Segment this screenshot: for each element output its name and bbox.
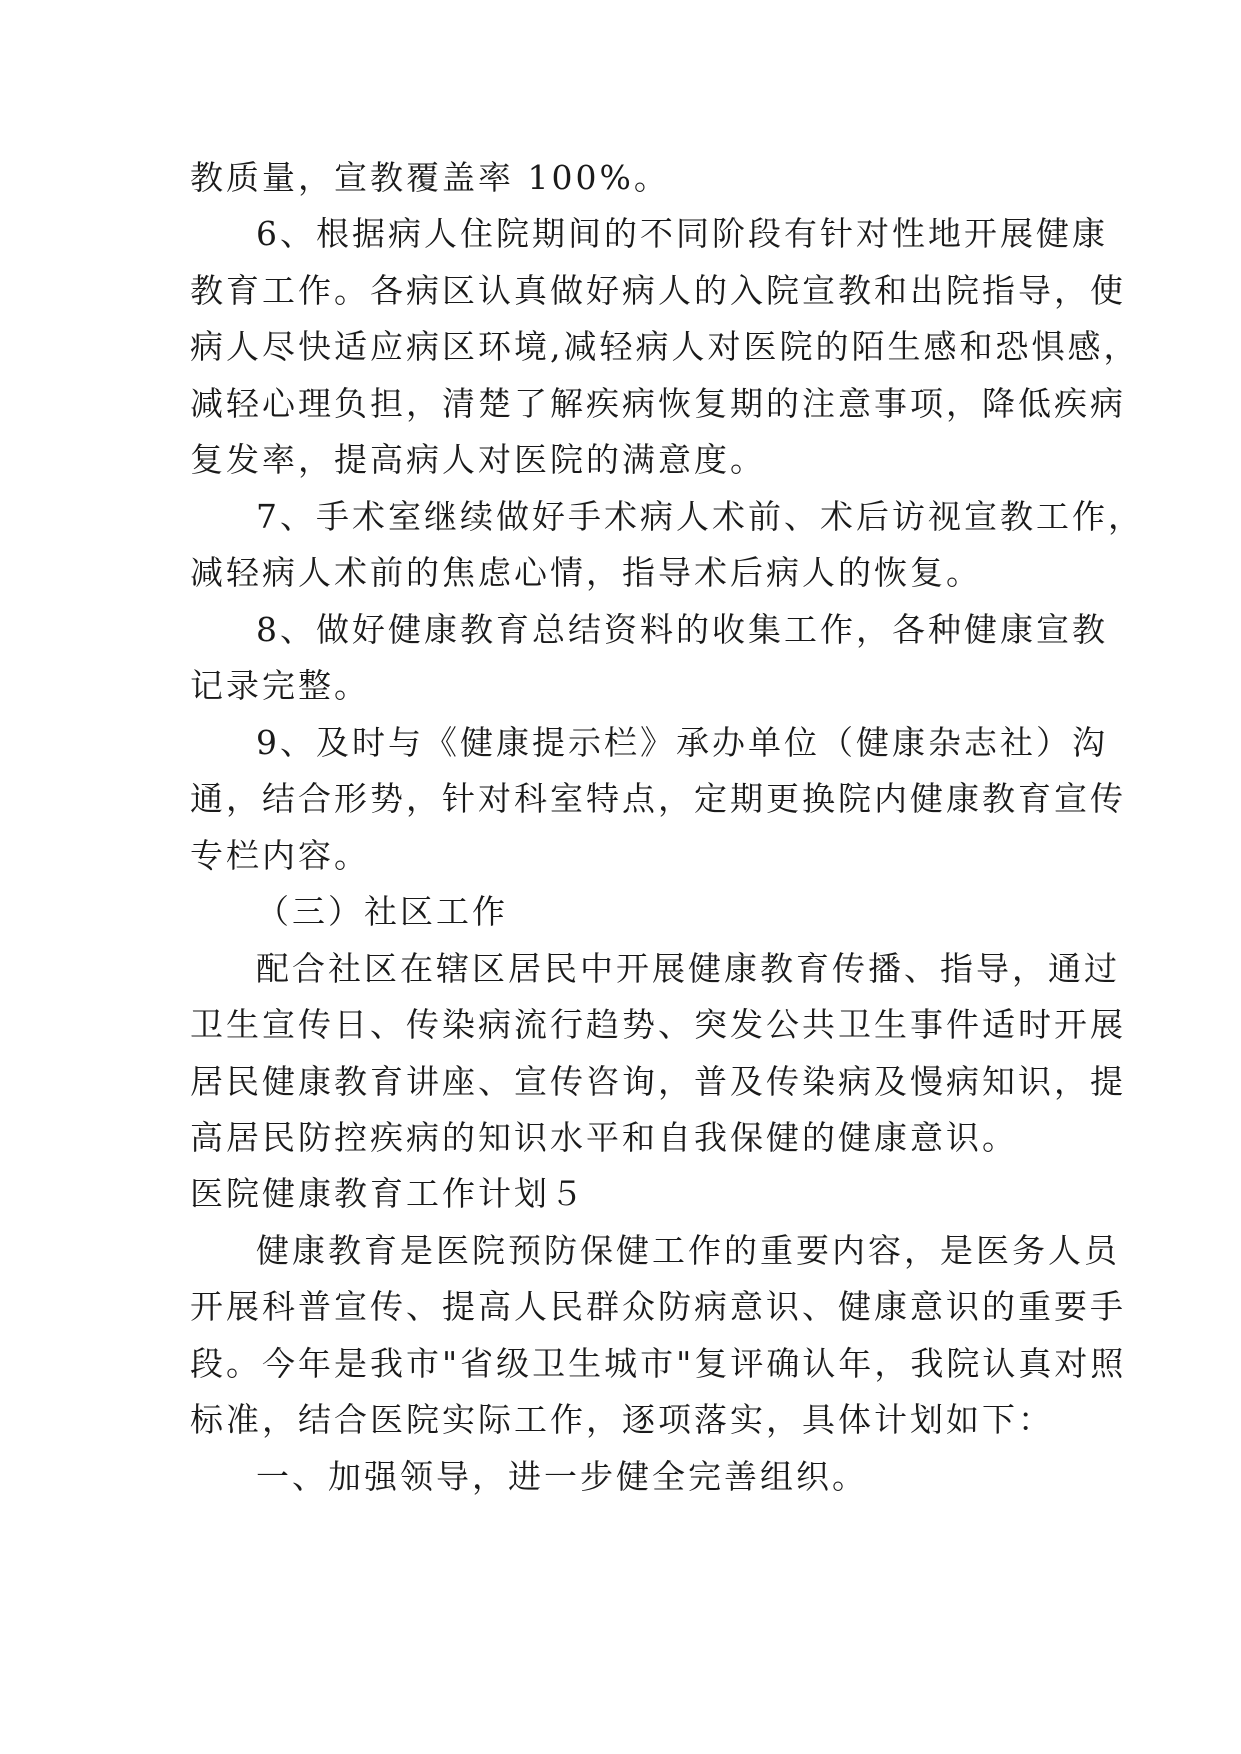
paragraph-line: 7、手术室继续做好手术病人术前、术后访视宣教工作， xyxy=(256,497,1144,536)
paragraph-line: 一、加强领导，进一步健全完善组织。 xyxy=(256,1457,868,1496)
paragraph-line: 专栏内容。 xyxy=(190,836,370,875)
paragraph-line: 高居民防控疾病的知识水平和自我保健的健康意识。 xyxy=(190,1118,1018,1157)
paragraph-line: 居民健康教育讲座、宣传咨询，普及传染病及慢病知识，提 xyxy=(190,1062,1126,1101)
paragraph-line: 健康教育是医院预防保健工作的重要内容，是医务人员 xyxy=(256,1231,1120,1270)
paragraph-line: 病人尽快适应病区环境,减轻病人对医院的陌生感和恐惧感， xyxy=(190,327,1140,366)
paragraph-line: 记录完整。 xyxy=(190,666,370,705)
paragraph-line: 标准，结合医院实际工作，逐项落实，具体计划如下： xyxy=(190,1400,1054,1439)
paragraph-line: 通，结合形势，针对科室特点，定期更换院内健康教育宣传 xyxy=(190,779,1126,818)
paragraph-line: 卫生宣传日、传染病流行趋势、突发公共卫生事件适时开展 xyxy=(190,1005,1126,1044)
paragraph-line: 段。今年是我市"省级卫生城市"复评确认年，我院认真对照 xyxy=(190,1344,1127,1383)
document-title: 医院健康教育工作计划５ xyxy=(190,1174,586,1213)
paragraph-line: 9、及时与《健康提示栏》承办单位（健康杂志社）沟 xyxy=(256,723,1108,762)
paragraph-line: 6、根据病人住院期间的不同阶段有针对性地开展健康 xyxy=(256,214,1108,253)
paragraph-line: 减轻心理负担，清楚了解疾病恢复期的注意事项，降低疾病 xyxy=(190,384,1126,423)
paragraph-line: 8、做好健康教育总结资料的收集工作，各种健康宣教 xyxy=(256,610,1108,649)
paragraph-line: 教育工作。各病区认真做好病人的入院宣教和出院指导，使 xyxy=(190,271,1126,310)
paragraph-line: 减轻病人术前的焦虑心情，指导术后病人的恢复。 xyxy=(190,553,982,592)
paragraph-line: 教质量，宣教覆盖率 100%。 xyxy=(190,158,670,197)
paragraph-line: 配合社区在辖区居民中开展健康教育传播、指导，通过 xyxy=(256,949,1120,988)
paragraph-line: 开展科普宣传、提高人民群众防病意识、健康意识的重要手 xyxy=(190,1287,1126,1326)
section-heading: （三）社区工作 xyxy=(256,892,508,931)
paragraph-line: 复发率，提高病人对医院的满意度。 xyxy=(190,440,766,479)
